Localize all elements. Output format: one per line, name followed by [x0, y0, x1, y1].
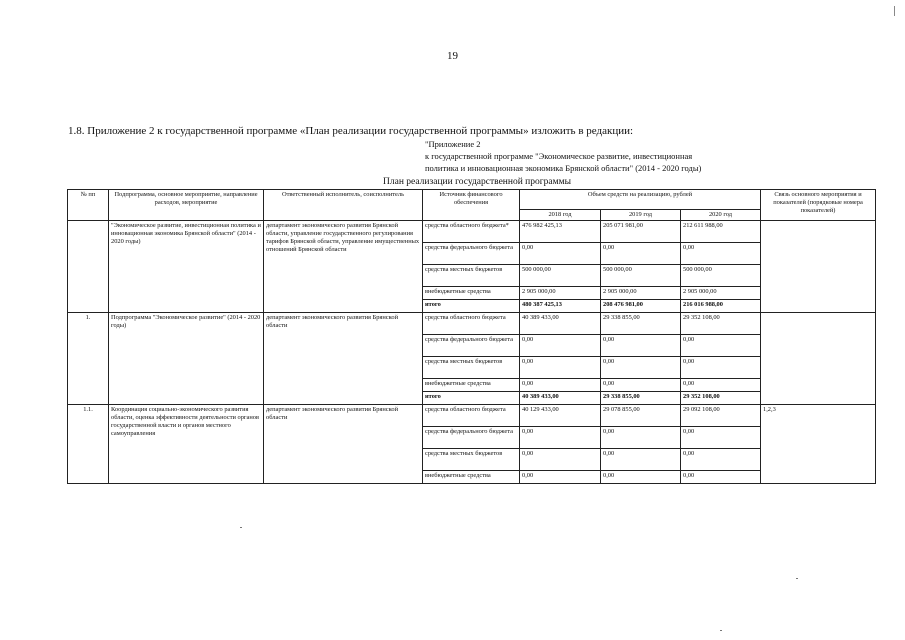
value-2020: 0,00 — [681, 379, 761, 392]
row-executor: департамент экономического развития Брянской области — [264, 405, 423, 484]
appendix-heading — [425, 138, 701, 174]
row-activity: Координация социально-экономического развития области, оценка эффективности деятельности органов государственной власти и органов местного самоуправления — [109, 405, 264, 484]
table-row — [68, 313, 876, 335]
row-source: итого — [423, 392, 520, 405]
value-2020: 29 352 108,00 — [681, 313, 761, 335]
value-2020: 29 352 108,00 — [681, 392, 761, 405]
page-number: 19 — [447, 50, 458, 62]
row-source: итого — [423, 300, 520, 313]
row-num: 1. — [68, 313, 109, 405]
row-source: внебюджетные средства — [423, 379, 520, 392]
row-executor: департамент экономического развития Брянской области, управление государственного регулирования тарифов Брянской области, управление имущественных отношений Брянской области — [264, 221, 423, 313]
scan-edge-mark — [894, 6, 895, 16]
row-source: средства местных бюджетов — [423, 265, 520, 287]
value-2018: 0,00 — [520, 357, 601, 379]
header-executor: Ответственный исполнитель, соисполнитель — [264, 190, 423, 221]
row-source: средства федерального бюджета — [423, 243, 520, 265]
appendix-line: политика и инновационная экономика Брянской области" (2014 - 2020 годы) — [425, 163, 702, 173]
value-2020: 0,00 — [681, 357, 761, 379]
value-2018: 476 982 425,13 — [520, 221, 601, 243]
value-2019: 29 338 855,00 — [601, 392, 681, 405]
header-activity: Подпрограмма, основное мероприятие, направление расходов, мероприятие — [109, 190, 264, 221]
row-source: средства федерального бюджета — [423, 335, 520, 357]
value-2019: 29 078 855,00 — [601, 405, 681, 427]
header-year-2018: 2018 год — [520, 210, 601, 221]
amendment-intro: 1.8. Приложение 2 к государственной программе «План реализации государственной программы» изложить в редакции: — [68, 125, 634, 137]
value-2019: 0,00 — [601, 335, 681, 357]
row-source: внебюджетные средства — [423, 287, 520, 300]
value-2019: 0,00 — [601, 449, 681, 471]
table-row — [68, 221, 876, 243]
row-source: средства местных бюджетов — [423, 357, 520, 379]
value-2018: 0,00 — [520, 335, 601, 357]
value-2018: 0,00 — [520, 471, 601, 484]
value-2020: 500 000,00 — [681, 265, 761, 287]
value-2019: 0,00 — [601, 357, 681, 379]
scan-speck — [240, 527, 242, 528]
row-link — [761, 313, 876, 405]
row-source: средства областного бюджета — [423, 405, 520, 427]
scan-speck — [720, 630, 722, 631]
value-2019: 208 476 981,00 — [601, 300, 681, 313]
value-2019: 500 000,00 — [601, 265, 681, 287]
header-num: № пп — [68, 190, 109, 221]
value-2020: 0,00 — [681, 449, 761, 471]
value-2020: 0,00 — [681, 427, 761, 449]
value-2018: 500 000,00 — [520, 265, 601, 287]
row-executor: департамент экономического развития Брянской области — [264, 313, 423, 405]
row-source: средства федерального бюджета — [423, 427, 520, 449]
value-2019: 29 338 855,00 — [601, 313, 681, 335]
row-num: 1.1. — [68, 405, 109, 484]
value-2018: 0,00 — [520, 427, 601, 449]
value-2018: 480 387 425,13 — [520, 300, 601, 313]
row-source: внебюджетные средства — [423, 471, 520, 484]
value-2020: 0,00 — [681, 335, 761, 357]
value-2019: 0,00 — [601, 471, 681, 484]
row-source: средства областного бюджета* — [423, 221, 520, 243]
header-source: Источник финансового обеспечения — [423, 190, 520, 221]
plan-title: План реализации государственной программы — [383, 177, 572, 187]
value-2020: 2 905 000,00 — [681, 287, 761, 300]
value-2019: 0,00 — [601, 427, 681, 449]
value-2018: 0,00 — [520, 449, 601, 471]
appendix-line: к государственной программе "Экономическое развитие, инвестиционная — [425, 151, 693, 161]
row-num — [68, 221, 109, 313]
value-2019: 0,00 — [601, 379, 681, 392]
value-2018: 2 905 000,00 — [520, 287, 601, 300]
appendix-line: "Приложение 2 — [425, 139, 481, 149]
value-2018: 40 389 433,00 — [520, 313, 601, 335]
value-2018: 40 129 433,00 — [520, 405, 601, 427]
header-volume: Объем средств на реализацию, рублей — [520, 190, 761, 210]
value-2018: 0,00 — [520, 379, 601, 392]
value-2019: 205 071 981,00 — [601, 221, 681, 243]
table-row — [68, 405, 876, 427]
row-source: средства местных бюджетов — [423, 449, 520, 471]
value-2018: 40 389 433,00 — [520, 392, 601, 405]
row-source: средства областного бюджета — [423, 313, 520, 335]
value-2020: 29 092 108,00 — [681, 405, 761, 427]
row-link — [761, 221, 876, 313]
row-link: 1,2,3 — [761, 405, 876, 484]
header-year-2019: 2019 год — [601, 210, 681, 221]
value-2020: 0,00 — [681, 471, 761, 484]
value-2020: 216 016 988,00 — [681, 300, 761, 313]
row-activity: "Экономическое развитие, инвестиционная политика и инновационная экономика Брянской области" (2014 - 2020 годы) — [109, 221, 264, 313]
value-2020: 212 611 988,00 — [681, 221, 761, 243]
value-2019: 0,00 — [601, 243, 681, 265]
header-year-2020: 2020 год — [681, 210, 761, 221]
header-link: Связь основного мероприятия и показателей (порядковые номера показателей) — [761, 190, 876, 221]
value-2020: 0,00 — [681, 243, 761, 265]
value-2018: 0,00 — [520, 243, 601, 265]
implementation-plan-table — [67, 189, 876, 484]
row-activity: Подпрограмма "Экономическое развитие" (2014 - 2020 годы) — [109, 313, 264, 405]
scan-speck — [796, 578, 798, 579]
value-2019: 2 905 000,00 — [601, 287, 681, 300]
